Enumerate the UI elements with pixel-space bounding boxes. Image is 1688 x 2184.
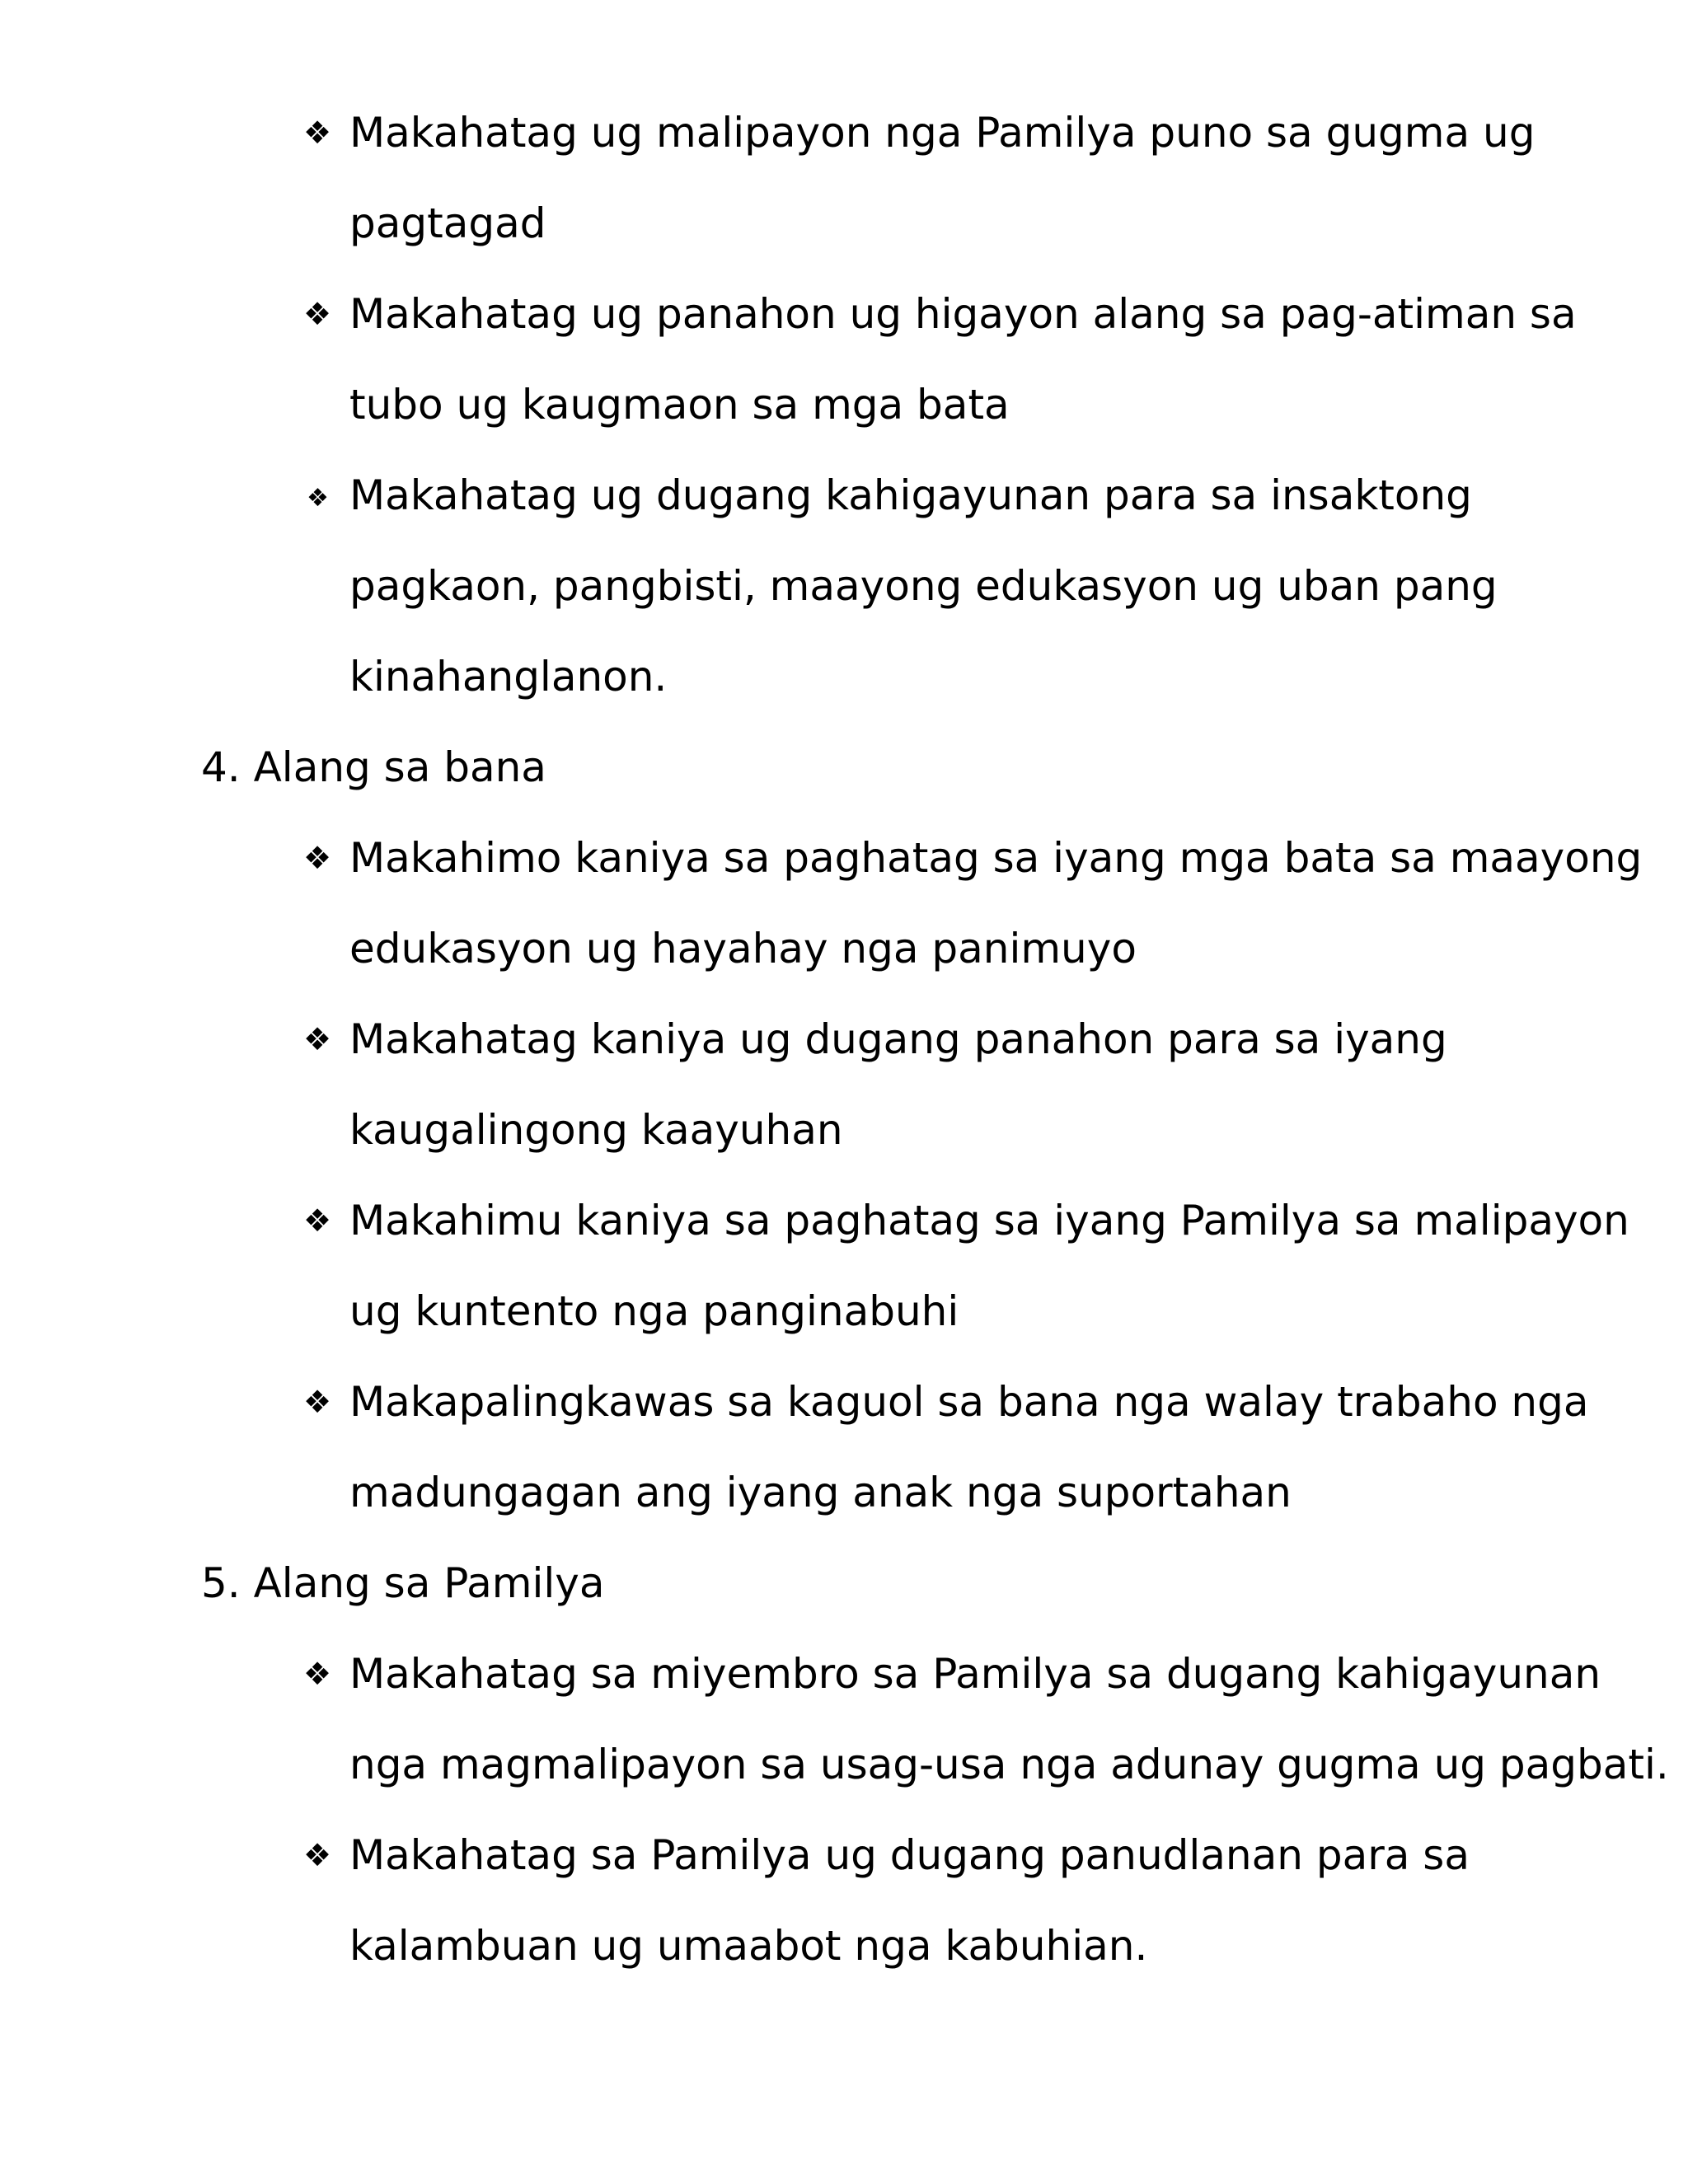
bullet-text-line: kinahanglanon. [349,653,668,701]
four-diamond-bullet-icon: ❖ [303,1837,332,1873]
bullet-text-line: Makahimo kaniya sa paghatag sa iyang mga bata sa maayong [349,834,1643,882]
bullet-text-line: kalambuan ug umaabot nga kabuhian. [349,1922,1148,1970]
four-diamond-bullet-icon: ❖ [303,1656,332,1692]
bullet-text-line: Makahatag sa Pamilya ug dugang panudlanan para sa [349,1831,1470,1879]
four-diamond-bullet-icon: ❖ [303,840,332,876]
bullet-text-line: Makahatag ug malipayon nga Pamilya puno sa gugma ug [349,109,1536,157]
four-diamond-bullet-icon: ❖ [303,1202,332,1239]
bullet-text-line: Makahimu kaniya sa paghatag sa iyang Pamilya sa malipayon [349,1197,1629,1244]
section-heading: 5. Alang sa Pamilya [201,1559,605,1607]
bullet-text-line: Makahatag ug dugang kahigayunan para sa insaktong [349,471,1472,519]
bullet-text-line: pagtagad [349,199,546,247]
bullet-text-line: edukasyon ug hayahay nga panimuyo [349,925,1137,972]
bullet-text-line: kaugalingong kaayuhan [349,1106,843,1154]
bullet-text-line: Makahatag sa miyembro sa Pamilya sa dugang kahigayunan [349,1650,1601,1698]
bullet-text-line: Makahatag ug panahon ug higayon alang sa pag-atiman sa [349,290,1577,338]
bullet-text-line: Makapalingkawas sa kaguol sa bana nga walay trabaho nga [349,1378,1589,1426]
four-diamond-bullet-icon: ❖ [303,1021,332,1057]
four-diamond-bullet-icon: ❖ [303,115,332,151]
bullet-text-line: madungagan ang iyang anak nga suportahan [349,1469,1292,1516]
four-diamond-bullet-icon: ❖ [303,1384,332,1420]
bullet-text-line: ug kuntento nga panginabuhi [349,1287,959,1335]
four-diamond-bullet-icon: ❖ [307,484,329,513]
bullet-text-line: pagkaon, pangbisti, maayong edukasyon ug uban pang [349,562,1498,610]
four-diamond-bullet-icon: ❖ [303,296,332,332]
bullet-text-line: Makahatag kaniya ug dugang panahon para sa iyang [349,1015,1447,1063]
bullet-text-line: tubo ug kaugmaon sa mga bata [349,381,1010,429]
bullet-text-line: nga magmalipayon sa usag-usa nga adunay gugma ug pagbati. [349,1741,1669,1788]
section-heading: 4. Alang sa bana [201,743,546,791]
